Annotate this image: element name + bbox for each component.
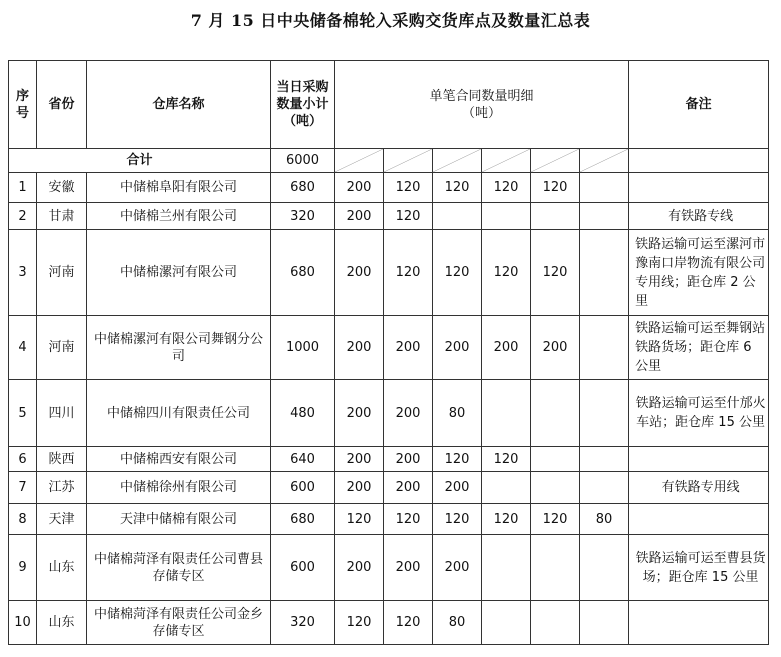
row-seq: 1 — [9, 173, 37, 203]
header-daily-total: 当日采购数量小计（吨） — [271, 61, 335, 149]
row-total: 600 — [271, 472, 335, 504]
diagonal-cell — [335, 149, 384, 173]
total-value: 6000 — [271, 149, 335, 173]
row-detail — [531, 447, 580, 472]
row-detail — [531, 203, 580, 230]
header-row — [9, 61, 769, 149]
row-detail: 200 — [335, 230, 384, 316]
row-detail — [580, 173, 629, 203]
summary-table — [8, 60, 769, 645]
table-row — [9, 601, 769, 645]
table-row — [9, 230, 769, 316]
row-detail: 120 — [531, 173, 580, 203]
diagonal-cell — [580, 149, 629, 173]
header-warehouse: 仓库名称 — [87, 61, 271, 149]
row-detail — [580, 601, 629, 645]
row-detail: 120 — [531, 504, 580, 535]
row-province: 山东 — [37, 535, 87, 601]
row-detail: 120 — [433, 230, 482, 316]
row-remark: 铁路运输可运至曹县货场；距仓库 15 公里 — [629, 535, 769, 601]
row-detail — [433, 203, 482, 230]
row-detail: 200 — [335, 472, 384, 504]
row-total: 1000 — [271, 316, 335, 380]
row-detail: 200 — [335, 173, 384, 203]
row-remark: 铁路运输可运至舞钢站铁路货场；距仓库 6 公里 — [629, 316, 769, 380]
row-detail: 80 — [433, 601, 482, 645]
row-detail: 200 — [335, 447, 384, 472]
row-detail: 120 — [482, 230, 531, 316]
row-detail: 120 — [384, 230, 433, 316]
row-detail: 80 — [433, 380, 482, 447]
row-detail: 200 — [433, 472, 482, 504]
row-warehouse: 中储棉四川有限责任公司 — [87, 380, 271, 447]
row-detail: 120 — [433, 173, 482, 203]
row-warehouse: 中储棉西安有限公司 — [87, 447, 271, 472]
row-detail: 120 — [482, 504, 531, 535]
row-warehouse: 中储棉漯河有限公司舞钢分公司 — [87, 316, 271, 380]
row-warehouse: 中储棉漯河有限公司 — [87, 230, 271, 316]
row-province: 甘肃 — [37, 203, 87, 230]
row-detail — [531, 535, 580, 601]
row-total: 680 — [271, 230, 335, 316]
header-seq: 序号 — [9, 61, 37, 149]
row-province: 江苏 — [37, 472, 87, 504]
row-province: 天津 — [37, 504, 87, 535]
row-detail — [580, 535, 629, 601]
row-total: 640 — [271, 447, 335, 472]
row-detail: 120 — [384, 601, 433, 645]
row-seq: 2 — [9, 203, 37, 230]
row-remark: 铁路运输可运至什邡火车站；距仓库 15 公里 — [629, 380, 769, 447]
row-detail: 200 — [482, 316, 531, 380]
total-row — [9, 149, 769, 173]
row-detail — [531, 380, 580, 447]
row-remark — [629, 447, 769, 472]
row-warehouse: 中储棉兰州有限公司 — [87, 203, 271, 230]
total-remark — [629, 149, 769, 173]
row-warehouse: 天津中储棉有限公司 — [87, 504, 271, 535]
row-detail: 200 — [335, 380, 384, 447]
row-province: 河南 — [37, 316, 87, 380]
row-total: 480 — [271, 380, 335, 447]
row-province: 四川 — [37, 380, 87, 447]
row-total: 680 — [271, 504, 335, 535]
header-detail-unit: （吨） — [462, 105, 502, 121]
header-remark: 备注 — [629, 61, 769, 149]
row-province: 陕西 — [37, 447, 87, 472]
row-detail — [531, 601, 580, 645]
row-seq: 9 — [9, 535, 37, 601]
header-detail — [335, 61, 629, 149]
row-detail — [482, 535, 531, 601]
row-province: 山东 — [37, 601, 87, 645]
row-warehouse: 中储棉徐州有限公司 — [87, 472, 271, 504]
row-detail: 200 — [433, 535, 482, 601]
row-detail — [482, 380, 531, 447]
table-row — [9, 173, 769, 203]
row-remark — [629, 504, 769, 535]
row-detail: 120 — [482, 447, 531, 472]
row-seq: 8 — [9, 504, 37, 535]
row-detail: 120 — [433, 447, 482, 472]
row-detail: 120 — [384, 504, 433, 535]
row-detail: 200 — [384, 380, 433, 447]
header-province: 省份 — [37, 61, 87, 149]
row-detail — [482, 472, 531, 504]
row-detail: 80 — [580, 504, 629, 535]
diagonal-cell — [433, 149, 482, 173]
row-detail — [482, 203, 531, 230]
table-row — [9, 447, 769, 472]
row-detail: 200 — [531, 316, 580, 380]
row-province: 河南 — [37, 230, 87, 316]
row-detail: 120 — [384, 173, 433, 203]
diagonal-cell — [482, 149, 531, 173]
row-seq: 5 — [9, 380, 37, 447]
row-detail: 200 — [384, 316, 433, 380]
row-total: 600 — [271, 535, 335, 601]
row-remark — [629, 601, 769, 645]
row-detail: 120 — [531, 230, 580, 316]
row-total: 320 — [271, 203, 335, 230]
row-detail: 120 — [384, 203, 433, 230]
table-row — [9, 535, 769, 601]
row-detail: 200 — [433, 316, 482, 380]
row-seq: 7 — [9, 472, 37, 504]
row-detail: 120 — [433, 504, 482, 535]
row-detail — [482, 601, 531, 645]
table-row — [9, 316, 769, 380]
row-detail — [580, 203, 629, 230]
row-detail — [580, 380, 629, 447]
page-title: 7 月 15 日中央储备棉轮入采购交货库点及数量汇总表 — [190, 11, 591, 30]
row-detail: 200 — [335, 203, 384, 230]
row-warehouse: 中储棉菏泽有限责任公司曹县存储专区 — [87, 535, 271, 601]
row-detail: 120 — [335, 601, 384, 645]
table-row — [9, 472, 769, 504]
row-detail: 120 — [482, 173, 531, 203]
row-detail: 200 — [384, 472, 433, 504]
row-seq: 6 — [9, 447, 37, 472]
total-label: 合计 — [9, 149, 271, 173]
row-detail — [531, 472, 580, 504]
row-warehouse: 中储棉阜阳有限公司 — [87, 173, 271, 203]
diagonal-cell — [531, 149, 580, 173]
row-remark: 有铁路专用线 — [629, 472, 769, 504]
row-remark: 有铁路专线 — [629, 203, 769, 230]
row-detail: 120 — [335, 504, 384, 535]
row-detail — [580, 447, 629, 472]
row-seq: 3 — [9, 230, 37, 316]
row-detail — [580, 230, 629, 316]
row-remark — [629, 173, 769, 203]
row-warehouse: 中储棉菏泽有限责任公司金乡存储专区 — [87, 601, 271, 645]
row-detail — [580, 316, 629, 380]
row-seq: 10 — [9, 601, 37, 645]
row-province: 安徽 — [37, 173, 87, 203]
row-detail — [580, 472, 629, 504]
row-detail: 200 — [335, 316, 384, 380]
row-detail: 200 — [384, 535, 433, 601]
row-seq: 4 — [9, 316, 37, 380]
row-total: 680 — [271, 173, 335, 203]
diagonal-cell — [384, 149, 433, 173]
header-detail-label: 单笔合同数量明细 — [429, 88, 534, 104]
row-total: 320 — [271, 601, 335, 645]
table-row — [9, 203, 769, 230]
row-detail: 200 — [335, 535, 384, 601]
row-detail: 200 — [384, 447, 433, 472]
table-row — [9, 380, 769, 447]
row-remark: 铁路运输可运至漯河市豫南口岸物流有限公司专用线；距仓库 2 公里 — [629, 230, 769, 316]
table-row — [9, 504, 769, 535]
